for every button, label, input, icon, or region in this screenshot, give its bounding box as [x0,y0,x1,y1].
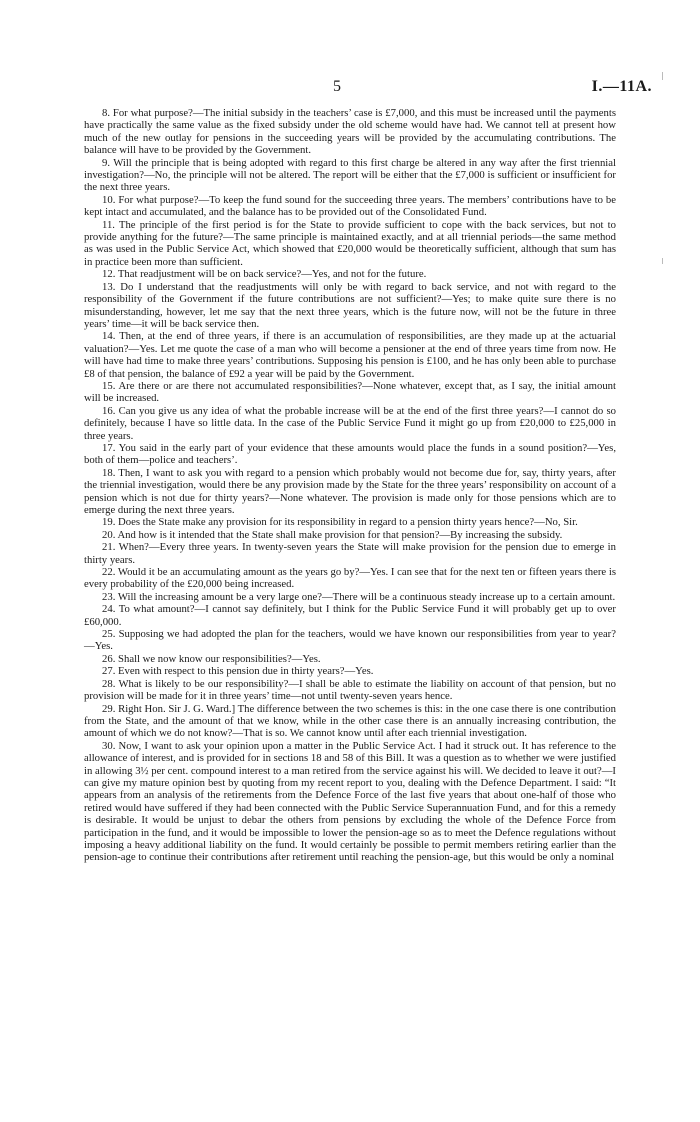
paragraph-25: 25. Supposing we had adopted the plan for the teachers, would we have known our responsibilities from year to year?—Yes. [84,628,616,653]
paragraph-12: 12. That readjustment will be on back service?—Yes, and not for the future. [102,268,427,281]
page-number: 5 [333,78,341,95]
paragraph-18: 18. Then, I want to ask you with regard to a pension which probably would not become due for, say, thirty years, after the triennial investigation, would there be any provision made by the State for the three years’ responsibility on account of a pension which is not due for thirty years?—None whatever. The provision is made only for those pensions which are to emerge during the next three years. [84,466,616,516]
paragraph-22: 22. Would it be an accumulating amount as the years go by?—Yes. I can see that for the next ten or fifteen years there is every probability of the £20,000 being increased. [84,566,616,591]
paragraph-15: 15. Are there or are there not accumulated responsibilities?—None whatever, except that, as I say, the initial amount will be increased. [84,379,616,405]
paragraph-21: 21. When?—Every three years. In twenty-seven years the State will make provision for the pension due to emerge in thirty years. [84,541,616,566]
paragraph-9: 9. Will the principle that is being adopted with regard to this first charge be altered in any way after the first triennial investigation?—No, the principle will not be altered. The report will be either that the £7,000 is sufficient or insufficient for the next three years. [84,156,616,194]
margin-mark [662,258,663,264]
paragraph-14: 14. Then, at the end of three years, if there is an accumulation of responsibilities, are they made up at the actuarial valuation?—Yes. Let me quote the case of a man who will become a pensioner at the end of three years time from now. He will have had time to make three years’ contributions. Supposing his pension is £100, and he has only been able to purchase £8 of that pension, the balance of £92 a year will be paid by the Government. [84,330,616,380]
paragraph-26: 26. Shall we now know our responsibilities?—Yes. [102,652,321,665]
paragraph-27: 27. Even with respect to this pension due in thirty years?—Yes. [102,665,374,678]
paragraph-20: 20. And how is it intended that the State shall make provision for that pension?—By increasing the subsidy. [102,528,563,541]
paragraph-23: 23. Will the increasing amount be a very large one?—There will be a continuous steady increase up to a certain amount. [102,590,616,603]
paragraph-28: 28. What is likely to be our responsibility?—I shall be able to estimate the liability on account of that pension, but no provision will be made for it in three years’ time—not until twenty-seven years hence. [84,677,616,703]
paragraph-24: 24. To what amount?—I cannot say definitely, but I think for the Public Service Fund it will probably get up to over £60,000. [84,603,616,628]
paragraph-13: 13. Do I understand that the readjustments will only be with regard to back service, and not with regard to the responsibility of the Government if the future contributions are not sufficient?—Yes; to make quite sure there is no misunderstanding, however, let me say that the next three years, which is the future now, will not be the future in three years’ time—it will be back service then. [84,280,616,330]
paragraph-8: 8. For what purpose?—The initial subsidy in the teachers’ case is £7,000, and this must be increased until the payments have practically the same value as the fixed subsidy under the old scheme would have had. We cannot tell at present how much of the new outlay for pensions in the succeeding years will be provided by the accumulating contributions. The balance will have to be provided by the Government. [84,107,616,157]
margin-mark [662,72,663,80]
page-header [0,78,700,100]
paragraph-19: 19. Does the State make any provision for its responsibility in regard to a pension thirty years hence?—No, Sir. [102,516,578,529]
document-reference: I.—11A. [591,78,652,95]
paragraph-11: 11. The principle of the first period is for the State to provide sufficient to cope with the back services, but not to provide anything for the future?—The same principle is maintained exactly, and at all triennial periods—the same method as was used in the Public Service Act, which showed that £20,000 would be theoretically sufficient, although that sum has in practice been more than sufficient. [84,218,616,268]
paragraph-17: 17. You said in the early part of your evidence that these amounts would place the funds in a sound position?—Yes, both of them—police and teachers’. [84,441,616,467]
paragraph-30: 30. Now, I want to ask your opinion upon a matter in the Public Service Act. I had it struck out. It has reference to the allowance of interest, and is provided for in sections 18 and 58 of this Bill. It was a question as to whether we were justified in allowing 3½ per cent. compound interest to a man retired from the service against his will. We decided to leave it out?—I can give my mature opinion best by quoting from my recent report to you, dealing with the Defence Department. I said: “It appears from an analysis of the retirements from the Defence Force of the last five years that about one-half of those who retired would have suffered if they had been connected with the Public Service Superannuation Fund, and for this a remedy is desirable. It would be unjust to debar the others from pensions by excluding the whole of the Defence Force from participation in the fund, and it would be impossible to lower the pension-age so as to meet the Defence regulations without imposing a heavy additional liability on the fund. It would certainly be possible to permit members retiring earlier than the pension-age to continue their contributions after retirement until reaching the pension-age, but this would be only a nominal [84,739,616,864]
paragraph-10: 10. For what purpose?—To keep the fund sound for the succeeding three years. The members’ contributions have to be kept intact and accumulated, and the balance has to be provided out of the Consolidated Fund. [84,193,616,219]
paragraph-29: 29. Right Hon. Sir J. G. Ward.] The difference between the two schemes is this: in the one case there is one contribution from the State, and the amount of that we know, while in the other case there is an annually increasing contribution, the amount of which we do not know?—That is so. We cannot know until after each triennial investigation. [84,702,616,740]
document-body [84,107,616,864]
paragraph-16: 16. Can you give us any idea of what the probable increase will be at the end of the first three years?—I cannot do so definitely, because I have so little data. In the case of the Public Service Fund it might go up from £20,000 to £25,000 in three years. [84,404,616,442]
